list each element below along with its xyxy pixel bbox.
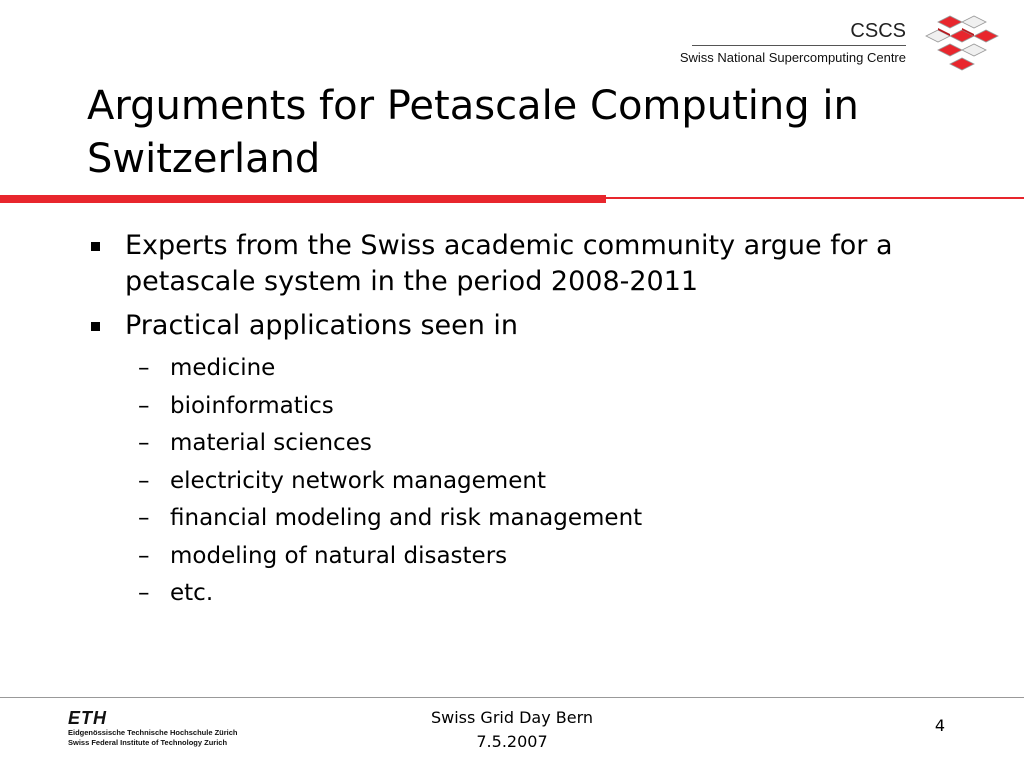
sub-bullet-item: [90, 575, 930, 613]
bullet-text: Practical applications seen in: [125, 310, 519, 341]
cscs-cubes-logo-icon: [920, 14, 1004, 72]
eth-name-german: Eidgenössische Technische Hochschule Zürich: [68, 728, 238, 737]
sub-bullet-item: [90, 388, 930, 426]
dash-bullet: –: [138, 580, 150, 606]
sub-bullet-item: [90, 425, 930, 463]
logo-short-name: CSCS: [850, 20, 906, 42]
dash-bullet: –: [138, 505, 150, 531]
cscs-logo: [679, 14, 1010, 74]
footer-date: 7.5.2007: [476, 732, 548, 751]
eth-name-english: Swiss Federal Institute of Technology Zurich: [68, 738, 228, 747]
sub-bullet-text: material sciences: [170, 430, 372, 456]
footer-event-name: Swiss Grid Day Bern: [430, 708, 594, 727]
dash-bullet: –: [138, 542, 150, 569]
page-number: 4: [934, 716, 946, 735]
footer-event-info: [362, 706, 662, 754]
slide-title-line-1: Arguments for Petascale Computing in: [87, 83, 859, 129]
sub-bullet-text: modeling of natural disasters: [170, 542, 508, 569]
eth-logo: [68, 708, 268, 754]
sub-bullet-text: etc.: [170, 580, 214, 606]
slide-title: [87, 80, 887, 186]
sub-bullet-text: electricity network management: [170, 467, 546, 494]
dash-bullet: –: [138, 430, 150, 456]
bullet-text: Experts from the Swiss academic community argue for a petascale system in the period 2008-2011: [125, 230, 893, 297]
logo-full-name: Swiss National Supercomputing Centre: [679, 50, 906, 65]
dash-bullet: –: [138, 355, 150, 381]
title-underline-thin: [606, 197, 1024, 199]
bullet-item: [90, 308, 930, 344]
footer-divider: [0, 697, 1024, 698]
sub-bullet-text: bioinformatics: [170, 392, 334, 419]
eth-wordmark: ETH: [68, 708, 107, 728]
sub-bullet-item: [90, 500, 930, 538]
bullet-list: [90, 228, 930, 613]
sub-bullet-item: [90, 463, 930, 501]
sub-bullet-text: financial modeling and risk management: [170, 505, 643, 531]
sub-bullet-item: [90, 350, 930, 388]
bullet-item: [90, 228, 930, 300]
slide-title-line-2: Switzerland: [87, 136, 321, 182]
sub-bullet-list: [90, 350, 930, 613]
square-bullet-icon: [91, 322, 100, 331]
logo-divider: [692, 45, 906, 46]
sub-bullet-text: medicine: [170, 355, 276, 381]
title-underline-thick: [0, 195, 606, 203]
dash-bullet: –: [138, 467, 150, 494]
sub-bullet-item: [90, 538, 930, 576]
square-bullet-icon: [91, 242, 100, 251]
dash-bullet: –: [138, 392, 150, 419]
